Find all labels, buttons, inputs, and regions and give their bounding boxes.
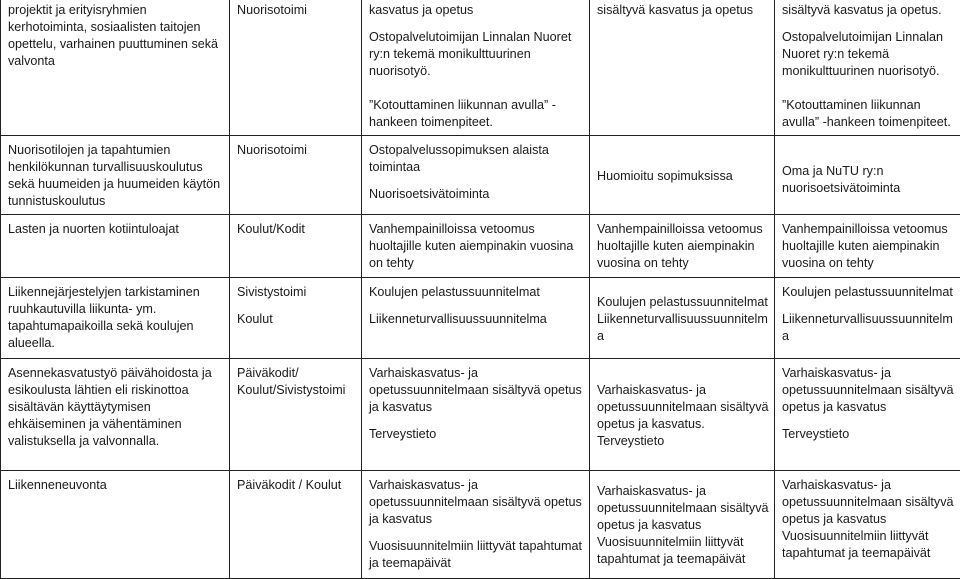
table-cell-status: Koulujen pelastussuunnitelmat Liikenneturvallisuussuunnitelm a xyxy=(590,278,775,359)
table-cell-status: Huomioitu sopimuksissa xyxy=(590,136,775,215)
table-cell-result: Varhaiskasvatus- ja opetussuunnitelmaan sisältyvä opetus ja kasvatus Terveystieto xyxy=(775,359,960,471)
table-row xyxy=(1,471,960,579)
table-cell-result: Koulujen pelastussuunnitelmat Liikenneturvallisuussuunnitelm a xyxy=(775,278,960,359)
table-cell-implementation: kasvatus ja opetus Ostopalvelutoimijan Linnalan Nuoret ry:n tekemä monikulttuurinen nuorisotyö. ”Kotouttaminen liikunnan avulla” -hankeen toimenpiteet. xyxy=(362,0,590,136)
table-cell-responsible: Koulut/Kodit xyxy=(230,215,362,278)
table-cell-measure: Liikennejärjestelyjen tarkistaminen ruuhkautuvilla liikunta- ym. tapahtumapaikoilla sekä koulujen alueella. xyxy=(1,278,230,359)
table-cell-implementation: Varhaiskasvatus- ja opetussuunnitelmaan sisältyvä opetus ja kasvatus Terveystieto xyxy=(362,359,590,471)
table-cell-responsible: Päiväkodit/ Koulut/Sivistystoimi xyxy=(230,359,362,471)
table-cell-responsible: Päiväkodit / Koulut xyxy=(230,471,362,579)
table-cell-status: sisältyvä kasvatus ja opetus xyxy=(590,0,775,136)
table-cell-responsible: Nuorisotoimi xyxy=(230,0,362,136)
table-cell-responsible: Nuorisotoimi xyxy=(230,136,362,215)
table-cell-result: Varhaiskasvatus- ja opetussuunnitelmaan sisältyvä opetus ja kasvatus Vuosisuunnitelmiin liittyvät tapahtumat ja teemapäivät xyxy=(775,471,960,579)
table-cell-status: Varhaiskasvatus- ja opetussuunnitelmaan sisältyvä opetus ja kasvatus Vuosisuunnitelmiin liittyvät tapahtumat ja teemapäivät xyxy=(590,471,775,579)
table-cell-status: Vanhempainilloissa vetoomus huoltajille kuten aiempinakin vuosina on tehty xyxy=(590,215,775,278)
table-cell-implementation: Vanhempainilloissa vetoomus huoltajille kuten aiempinakin vuosina on tehty xyxy=(362,215,590,278)
table-cell-implementation: Varhaiskasvatus- ja opetussuunnitelmaan sisältyvä opetus ja kasvatus Vuosisuunnitelmiin liittyvät tapahtumat ja teemapäivät xyxy=(362,471,590,579)
table-cell-measure: Asennekasvatustyö päivähoidosta ja esikoulusta lähtien eli riskinottoa sisältävän käyttäytymisen ehkäiseminen ja vähentäminen valistuksella ja valvonnalla. xyxy=(1,359,230,471)
table-row xyxy=(1,215,960,278)
table-cell-result: Oma ja NuTU ry:n nuorisoetsivätoiminta xyxy=(775,136,960,215)
table-cell-measure: Liikenneneuvonta xyxy=(1,471,230,579)
table-cell-measure: projektit ja erityisryhmien kerhotoiminta, sosiaalisten taitojen opettelu, varhainen puuttuminen sekä valvonta xyxy=(1,0,230,136)
table-cell-measure: Lasten ja nuorten kotiintuloajat xyxy=(1,215,230,278)
table-cell-result: sisältyvä kasvatus ja opetus. Ostopalvelutoimijan Linnalan Nuoret ry:n tekemä monikulttuurinen nuorisotyö. ”Kotouttaminen liikunnan avulla” -hankeen toimenpiteet. xyxy=(775,0,960,136)
table-cell-result: Vanhempainilloissa vetoomus huoltajille kuten aiempinakin vuosina on tehty xyxy=(775,215,960,278)
table-cell-responsible: Sivistystoimi Koulut xyxy=(230,278,362,359)
table-row xyxy=(1,136,960,215)
table-cell-implementation: Ostopalvelussopimuksen alaista toimintaa Nuorisoetsivätoiminta xyxy=(362,136,590,215)
table-row xyxy=(1,0,960,136)
table-row xyxy=(1,359,960,471)
table-cell-implementation: Koulujen pelastussuunnitelmat Liikenneturvallisuussuunnitelma xyxy=(362,278,590,359)
table-cell-status: Varhaiskasvatus- ja opetussuunnitelmaan sisältyvä opetus ja kasvatus. Terveystieto xyxy=(590,359,775,471)
table-cell-measure: Nuorisotilojen ja tapahtumien henkilökunnan turvallisuuskoulutus sekä huumeiden ja huumeiden käytön tunnistuskoulutus xyxy=(1,136,230,215)
table-row xyxy=(1,278,960,359)
